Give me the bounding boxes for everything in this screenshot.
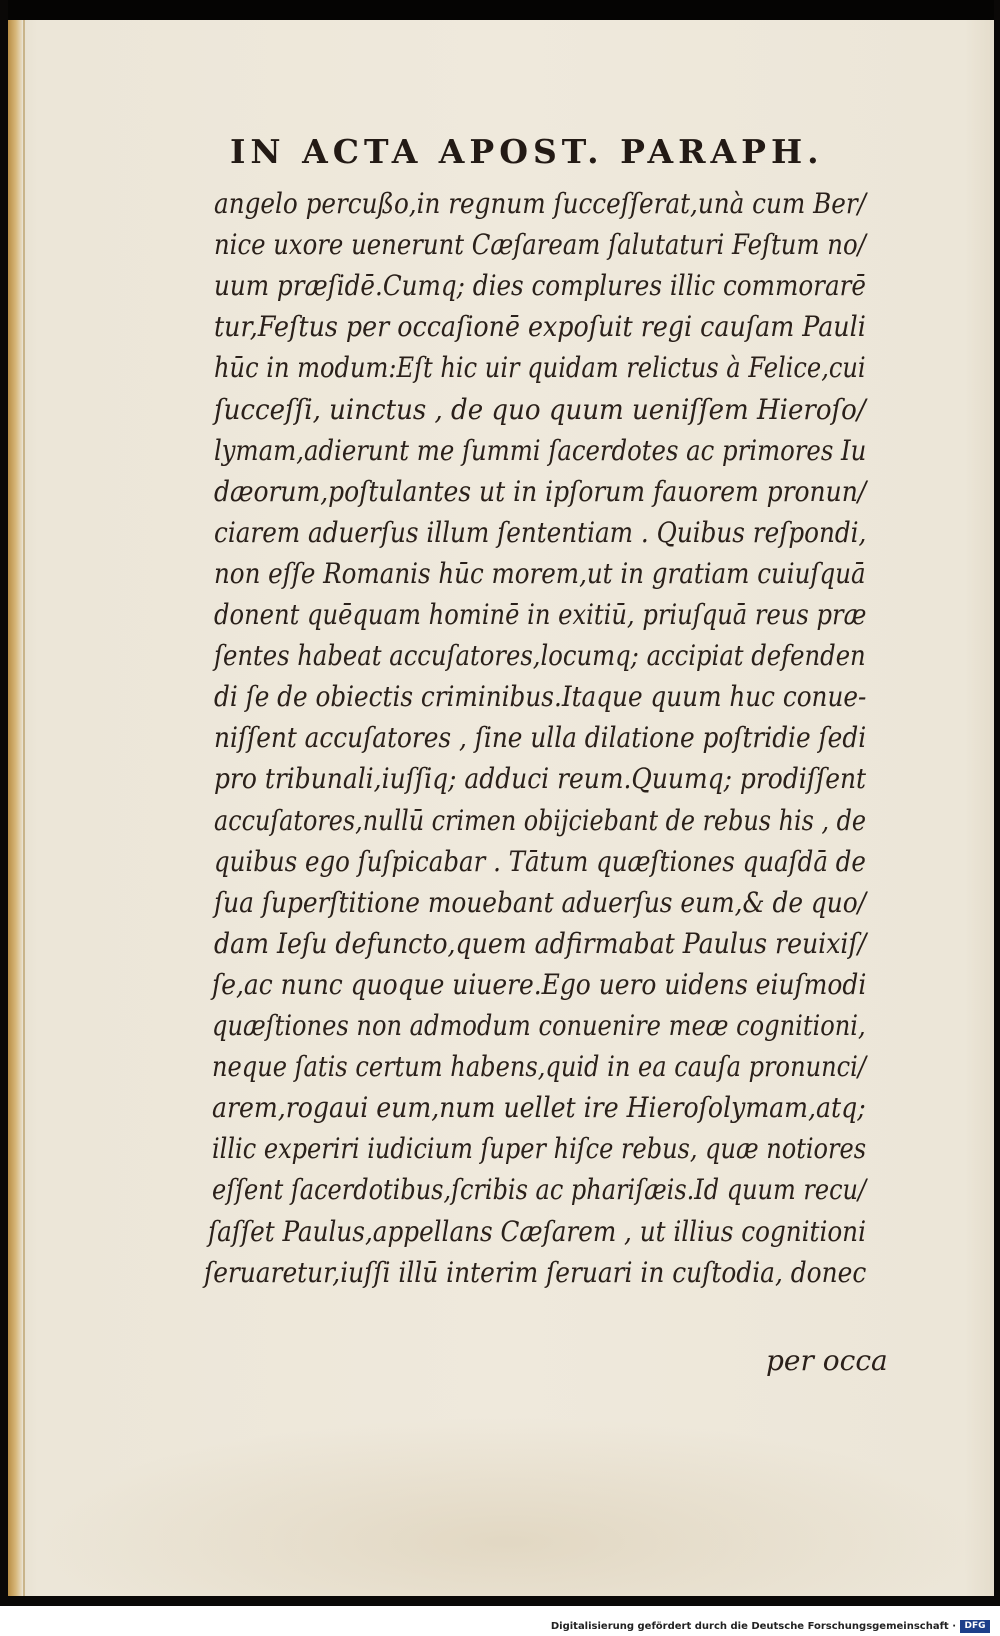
text-line: uum præſidē.Cumq; dies complures illic commorarē xyxy=(214,269,867,303)
text-line: ſeruaretur,iuſſi illū interim ſeruari in cuſtodia, donec xyxy=(204,1255,867,1289)
top-frame-border xyxy=(0,0,1000,20)
text-line: ſaſſet Paulus,appellans Cæſarem , ut illius cognitioni xyxy=(208,1214,866,1248)
dfg-logo: DFG xyxy=(960,1620,990,1633)
text-line: niſſent accuſatores , ſine ulla dilatione poſtridie ſedi xyxy=(214,721,867,755)
text-line: donent quēquam hominē in exitiū, priuſquā reus præ xyxy=(214,598,867,631)
text-line: hūc in modum:Eſt hic uir quidam relictus à Felice,cui xyxy=(214,351,866,385)
text-line: pro tribunali,iuſſiq; adduci reum.Quumq; prodiſſent xyxy=(214,762,867,796)
text-line: eſſent ſacerdotibus,ſcribis ac phariſæis.Id quum recu/ xyxy=(212,1173,867,1207)
left-frame-border xyxy=(0,0,8,1606)
text-line: ſentes habeat accuſatores,locumq; accipiat defenden xyxy=(214,639,866,673)
text-line: angelo percußo,in regnum ſucceſſerat,unà cum Ber/ xyxy=(214,187,866,220)
text-line: ſe,ac nunc quoque uiuere.Ego uero uidens eiuſmodi xyxy=(212,967,867,1001)
text-line: dam Ieſu defuncto,quem adfirmabat Paulus reuixiſ/ xyxy=(214,926,867,960)
running-head: IN ACTA APOST. PARAPH. xyxy=(230,132,824,171)
text-line: accuſatores,nullū crimen obijciebant de rebus his , de xyxy=(214,803,867,837)
catchword: per occa xyxy=(766,1344,888,1377)
text-line: arem,rogaui eum,num uellet ire Hieroſolymam,atq; xyxy=(212,1091,866,1125)
text-line: ſucceſſi, uinctus , de quo quum ueniſſem Hieroſo/ xyxy=(214,392,866,426)
text-line: nice uxore uenerunt Cæſaream ſalutaturi Feſtum no/ xyxy=(214,228,866,262)
book-page xyxy=(8,20,994,1596)
text-line: quæſtiones non admodum conuenire meæ cognitioni, xyxy=(212,1009,866,1042)
text-line: dæorum,poſtulantes ut in ipſorum fauorem pronun/ xyxy=(214,474,867,508)
text-line: illic experiri iudicium ſuper hiſce rebus, quæ notiores xyxy=(212,1132,867,1166)
footer-credit: Digitalisierung gefördert durch die Deutsche Forschungsgemeinschaft · xyxy=(550,1621,956,1632)
bottom-frame-border xyxy=(0,1596,1000,1606)
text-line: ſua ſuperſtitione mouebant aduerſus eum,& de quo/ xyxy=(214,885,867,919)
right-frame-border xyxy=(994,0,1000,1606)
text-line: tur,Feſtus per occaſionē expoſuit regi cauſam Pauli xyxy=(214,310,866,344)
text-line: lymam,adierunt me ſummi ſacerdotes ac primores Iu xyxy=(214,433,867,467)
text-line: neque ſatis certum habens,quid in ea cauſa pronunci/ xyxy=(212,1050,866,1084)
text-line: di ſe de obiectis criminibus.Itaque quum huc conue- xyxy=(214,680,867,714)
text-line: non eſſe Romanis hūc morem,ut in gratiam cuiuſquā xyxy=(214,556,866,590)
text-line: ciarem aduerſus illum ſententiam . Quibus reſpondi, xyxy=(214,515,867,549)
text-line: quibus ego ſuſpicabar . Tātum quæſtiones quaſdā de xyxy=(214,844,866,878)
